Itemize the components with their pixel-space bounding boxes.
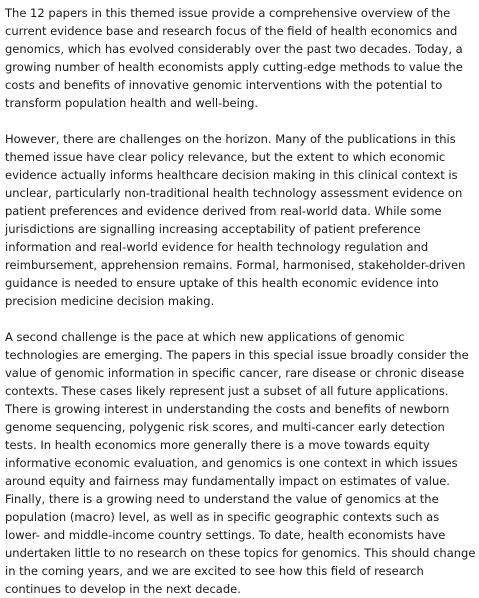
document-body bbox=[5, 4, 477, 598]
paragraph-second-challenge: A second challenge is the pace at which new applications of genomic technologies are emerging. The papers in this special issue broadly consider the value of genomic information in specific cancer, rare disease or chronic disease contexts. These cases likely represent just a subset of all future applications. There is growing interest in understanding the costs and benefits of newborn genome sequencing, polygenic risk scores, and multi-cancer early detection tests. In health economics more generally there is a move towards equity informative economic evaluation, and genomics is one context in which issues around equity and fairness may fundamentally impact on estimates of value. Finally, there is a growing need to understand the value of genomics at the population (macro) level, as well as in specific geographic contexts such as lower- and middle-income country settings. To date, health economists have undertaken little to no research on these topics for genomics. This should change in the coming years, and we are excited to see how this field of research continues to develop in the next decade. bbox=[5, 330, 476, 596]
paragraph-intro: The 12 papers in this themed issue provide a comprehensive overview of the current evidence base and research focus of the field of health economics and genomics, which has evolved considerably over the past two decades. Today, a growing number of health economists apply cutting-edge methods to value the costs and benefits of innovative genomic interventions with the potential to transform population health and well-being. bbox=[5, 6, 463, 110]
paragraph-challenges: However, there are challenges on the horizon. Many of the publications in this themed issue have clear policy relevance, but the extent to which economic evidence actually informs healthcare decision making in this clinical context is unclear, particularly non-traditional health technology assessment evidence on patient preferences and evidence derived from real-world data. While some jurisdictions are signalling increasing acceptability of patient preference information and real-world evidence for health technology regulation and reimbursement, apprehension remains. Formal, harmonised, stakeholder-driven guidance is needed to ensure uptake of this health economic evidence into precision medicine decision making. bbox=[5, 132, 466, 308]
